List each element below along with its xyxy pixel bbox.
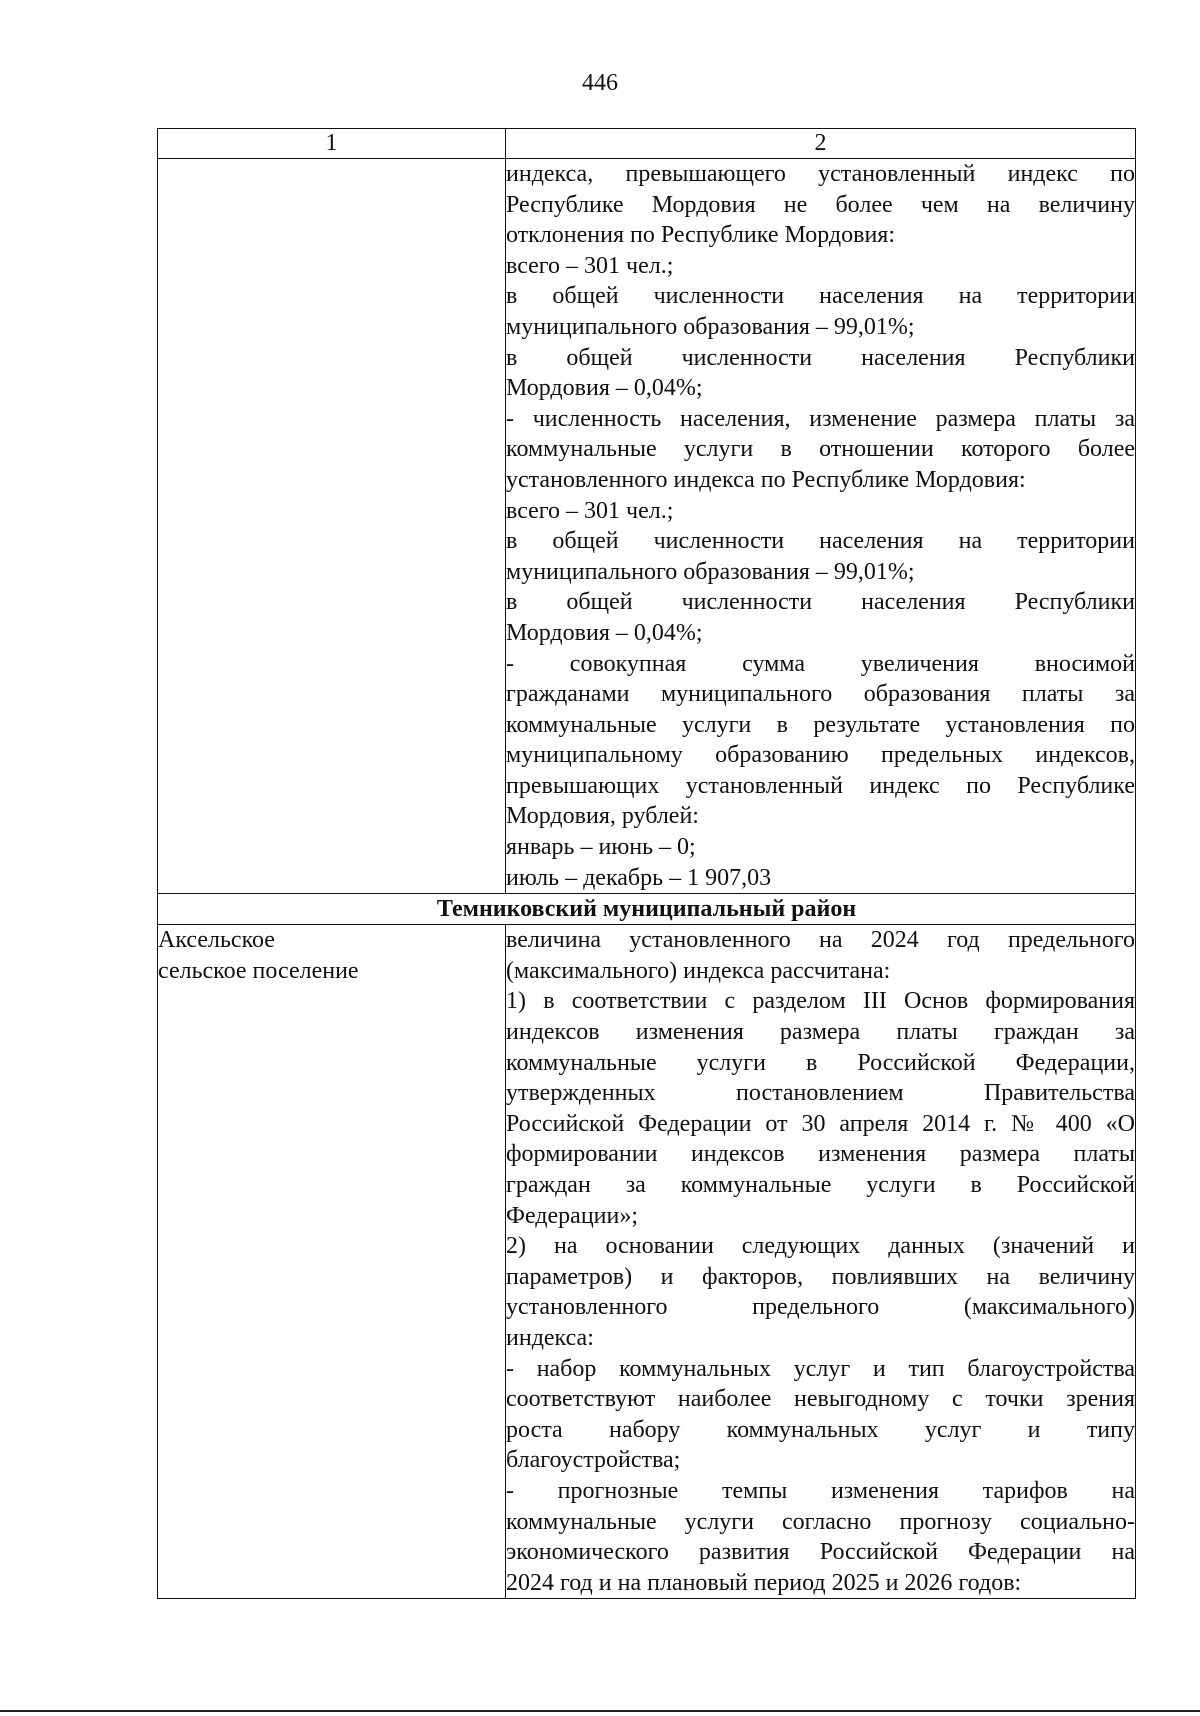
section-heading: Темниковский муниципальный район (158, 894, 1136, 925)
description-line: благоустройства; (506, 1447, 681, 1474)
description-cell (506, 159, 1136, 894)
description-line: Республике Мордовия не более чем на величину (506, 191, 1135, 218)
description-line: муниципальному образованию предельных индексов, (506, 742, 1135, 769)
municipality-name-line: Аксельское (158, 927, 275, 954)
bottom-scan-edge (0, 1710, 1200, 1712)
description-line: 2) на основании следующих данных (значений и (506, 1233, 1135, 1260)
description-line: формировании индексов изменения размера платы (506, 1141, 1135, 1168)
description-line: гражданами муниципального образования платы за (506, 681, 1135, 708)
description-line: в общей численности населения Республики (506, 589, 1135, 616)
description-line: - прогнозные темпы изменения тарифов на (506, 1477, 1135, 1504)
description-line: индекса, превышающего установленный индекс по (506, 161, 1135, 187)
description-line: Мордовия – 0,04%; (506, 619, 703, 646)
description-line: утвержденных постановлением Правительства (506, 1080, 1135, 1107)
description-line: граждан за коммунальные услуги в Российской (506, 1172, 1135, 1198)
column-header-2: 2 (506, 129, 1136, 159)
description-line: в общей численности населения на территории (506, 283, 1135, 310)
municipality-cell (158, 925, 506, 1599)
description-line: (максимального) индекса рассчитана: (506, 957, 891, 984)
municipality-cell (158, 159, 506, 894)
description-line: Мордовия – 0,04%; (506, 375, 703, 402)
description-line: июль – декабрь – 1 907,03 (506, 864, 772, 891)
description-line: всего – 301 чел.; (506, 497, 674, 524)
description-line: Российской Федерации от 30 апреля 2014 г. № 400 «О (506, 1110, 1135, 1137)
description-line: величина установленного на 2024 год предельного (506, 927, 1135, 954)
table-row (158, 925, 1136, 1599)
document-table (157, 128, 1136, 1599)
description-cell (506, 925, 1136, 1599)
description-line: муниципального образования – 99,01%; (506, 313, 915, 340)
description-line: Мордовия, рублей: (506, 803, 699, 830)
description-line: в общей численности населения на территории (506, 528, 1135, 555)
description-line: роста набору коммунальных услуг и типу (506, 1416, 1135, 1443)
description-line: индекса: (506, 1324, 594, 1351)
description-line: - набор коммунальных услуг и тип благоустройства (506, 1355, 1135, 1382)
description-line: муниципального образования – 99,01%; (506, 558, 915, 585)
page-number: 446 (582, 70, 618, 96)
description-line: параметров) и факторов, повлиявших на величину (506, 1263, 1135, 1290)
description-line: Федерации»; (506, 1202, 639, 1229)
description-line: 2024 год и на плановый период 2025 и 2026 годов: (506, 1569, 1022, 1596)
description-line: коммунальные услуги согласно прогнозу социально- (506, 1508, 1135, 1535)
description-line: - совокупная сумма увеличения вносимой (506, 650, 1135, 677)
description-line: установленного индекса по Республике Мордовия: (506, 466, 1026, 493)
description-line: всего – 301 чел.; (506, 252, 674, 279)
description-line: превышающих установленный индекс по Республике (506, 772, 1135, 799)
description-line: - численность населения, изменение размера платы за (506, 405, 1135, 432)
description-line: 1) в соответствии с разделом III Основ формирования (506, 988, 1135, 1015)
table-row (158, 159, 1136, 894)
description-line: коммунальные услуги в результате установления по (506, 711, 1135, 738)
description-line: в общей численности населения Республики (506, 344, 1135, 371)
description-line: экономического развития Российской Федерации на (506, 1539, 1135, 1566)
description-line: индексов изменения размера платы граждан за (506, 1019, 1135, 1046)
description-line: январь – июнь – 0; (506, 834, 696, 861)
description-line: отклонения по Республике Мордовия: (506, 222, 896, 249)
description-line: коммунальные услуги в Российской Федерации, (506, 1049, 1135, 1076)
section-heading-row (158, 894, 1136, 925)
description-line: установленного предельного (максимального) (506, 1294, 1135, 1321)
municipality-name-line: сельское поселение (158, 957, 359, 984)
description-line: коммунальные услуги в отношении которого более (506, 436, 1135, 463)
table-header-row (158, 129, 1136, 159)
description-line: соответствуют наиболее невыгодному с точки зрения (506, 1386, 1135, 1413)
column-header-1: 1 (158, 129, 506, 159)
